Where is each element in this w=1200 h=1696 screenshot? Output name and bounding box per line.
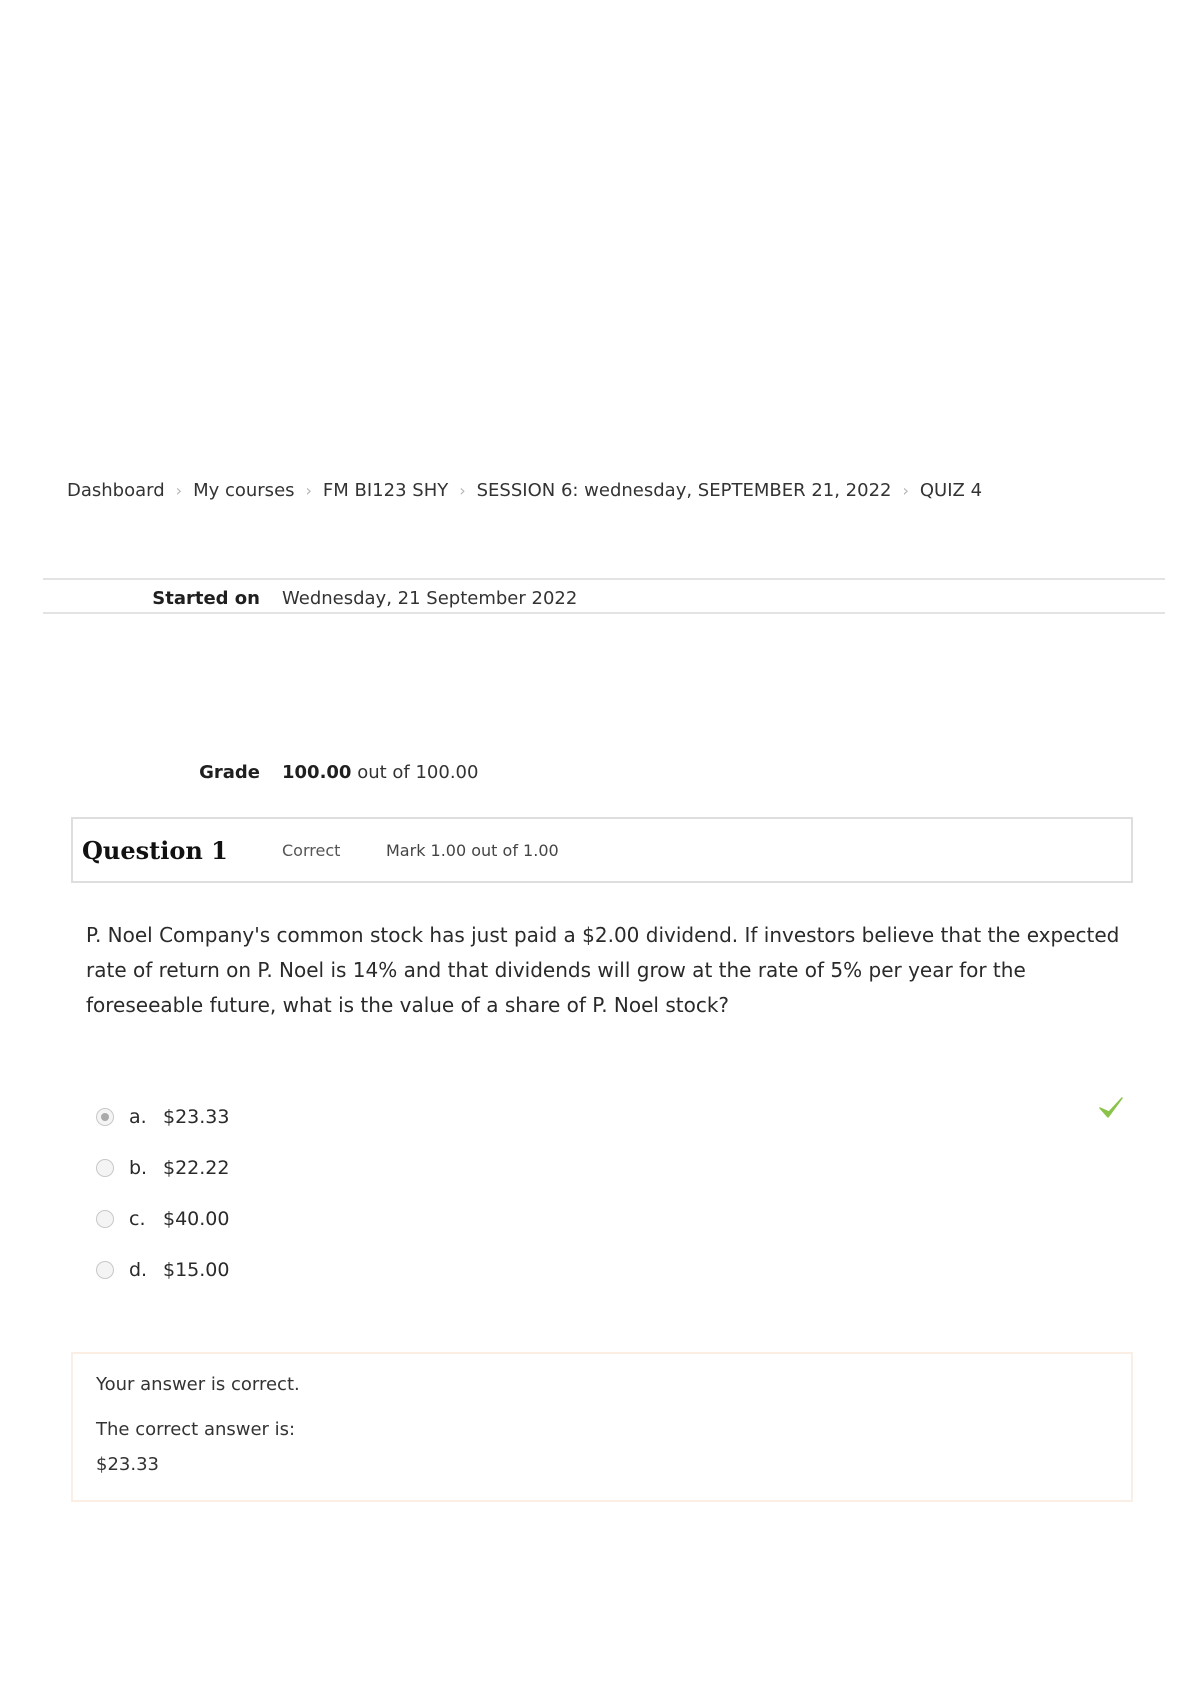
option-b[interactable] xyxy=(96,1155,1136,1181)
grade-row xyxy=(43,759,1165,785)
grade-out-of: out of 100.00 xyxy=(351,761,479,783)
option-letter: c. xyxy=(129,1208,146,1230)
chevron-right-icon: › xyxy=(175,480,183,500)
question-info-box xyxy=(71,817,1133,883)
option-value: $40.00 xyxy=(163,1208,230,1230)
option-value: $15.00 xyxy=(163,1259,230,1281)
summary-divider xyxy=(43,612,1165,614)
question-text: P. Noel Company's common stock has just paid a $2.00 dividend. If investors believe that the expected rate of return on P. Noel is 14% and that dividends will grow at the rate of 5% per year for the foreseeable future, what is the value of a share of P. Noel stock? xyxy=(86,923,1120,1017)
grade-score: 100.00 xyxy=(282,761,352,783)
chevron-right-icon: › xyxy=(902,480,909,500)
summary-divider xyxy=(43,578,1165,580)
option-letter: d. xyxy=(129,1259,148,1281)
answer-options xyxy=(96,1104,1136,1308)
grade-value xyxy=(282,762,478,783)
feedback-box xyxy=(71,1352,1133,1502)
started-on-row xyxy=(43,585,1165,611)
started-on-label: Started on xyxy=(152,587,260,609)
breadcrumb-course[interactable]: FM BI123 SHY xyxy=(322,480,449,501)
question-mark: Mark 1.00 out of 1.00 xyxy=(386,840,559,860)
radio-button[interactable] xyxy=(96,1159,114,1177)
question-title: Question 1 xyxy=(82,835,228,865)
feedback-result: Your answer is correct. xyxy=(96,1374,300,1395)
grade-label: Grade xyxy=(199,761,260,783)
radio-button[interactable] xyxy=(96,1108,114,1126)
breadcrumb-my-courses[interactable]: My courses xyxy=(193,480,295,501)
breadcrumb-session[interactable]: SESSION 6: wednesday, SEPTEMBER 21, 2022 xyxy=(476,480,892,501)
breadcrumb-dashboard[interactable]: Dashboard xyxy=(67,480,165,501)
radio-button[interactable] xyxy=(96,1261,114,1279)
option-a[interactable] xyxy=(96,1104,1136,1130)
option-letter: a. xyxy=(129,1106,147,1128)
radio-button[interactable] xyxy=(96,1210,114,1228)
breadcrumb xyxy=(67,480,982,501)
chevron-right-icon: › xyxy=(459,480,466,500)
option-d[interactable] xyxy=(96,1257,1136,1283)
checkmark-icon xyxy=(1098,1096,1124,1120)
option-value: $23.33 xyxy=(163,1106,230,1128)
question-state: Correct xyxy=(282,840,341,860)
option-value: $22.22 xyxy=(163,1157,230,1179)
chevron-right-icon: › xyxy=(305,480,312,500)
option-letter: b. xyxy=(129,1157,148,1179)
feedback-correct-label: The correct answer is: xyxy=(96,1419,296,1440)
option-c[interactable] xyxy=(96,1206,1136,1232)
feedback-correct-answer: $23.33 xyxy=(96,1454,159,1475)
breadcrumb-quiz[interactable]: QUIZ 4 xyxy=(919,480,983,501)
started-on-value: Wednesday, 21 September 2022 xyxy=(282,587,578,609)
